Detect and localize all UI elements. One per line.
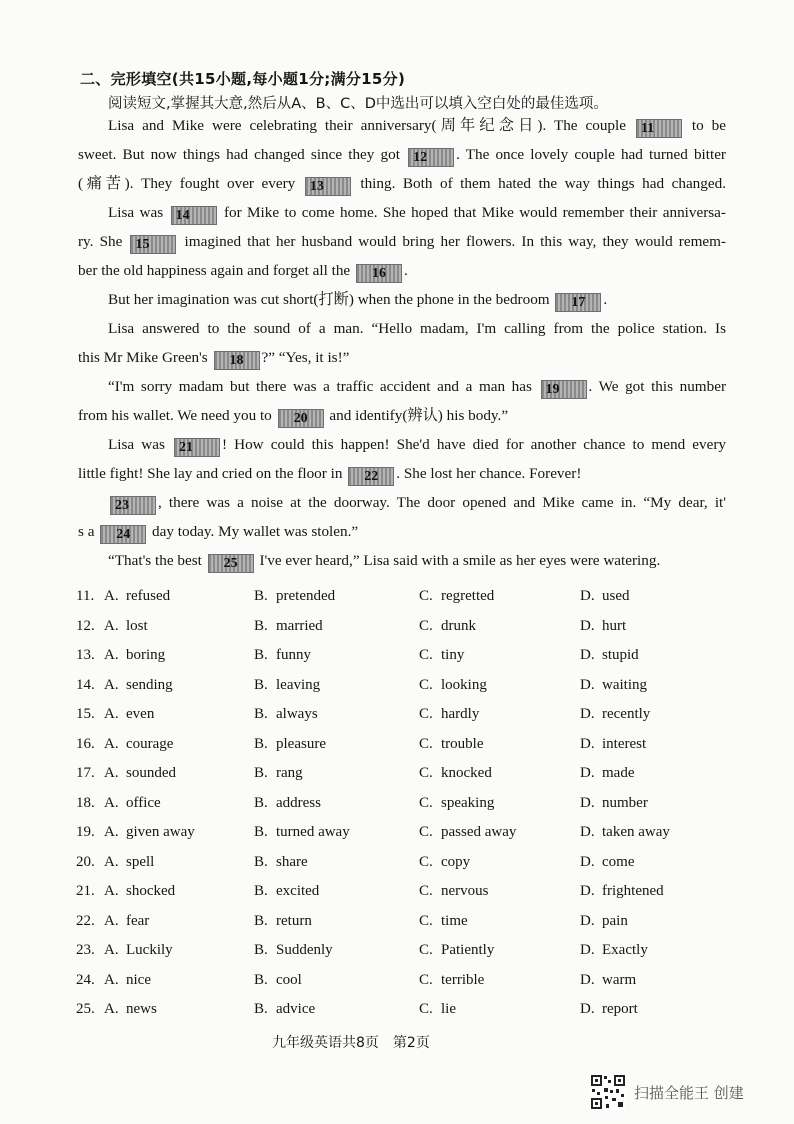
option-text: cool [276, 971, 302, 988]
option-b[interactable] [254, 647, 311, 664]
option-text: trouble [441, 735, 484, 752]
question-options-row [76, 913, 716, 943]
passage-line [108, 116, 726, 138]
passage-text: sweet. But now things had changed since they got [78, 146, 407, 163]
blank-19: 19 [541, 380, 587, 399]
option-text: regretted [441, 588, 495, 604]
option-letter: A. [104, 971, 119, 988]
answer-options [76, 588, 716, 1031]
option-b[interactable] [254, 1001, 315, 1018]
blank-14: 14 [171, 206, 217, 225]
option-letter: C. [419, 647, 433, 663]
blank-17: 17 [555, 293, 601, 312]
blank-18: 18 [214, 351, 260, 370]
option-c[interactable] [419, 1001, 456, 1018]
option-letter: B. [254, 824, 268, 840]
question-options-row [76, 706, 716, 736]
option-letter: C. [419, 765, 433, 781]
blank-21: 21 [174, 438, 220, 457]
option-a[interactable] [104, 736, 173, 753]
option-a[interactable] [104, 588, 170, 605]
option-a[interactable] [104, 618, 148, 635]
option-letter: A. [104, 588, 119, 604]
option-letter: A. [104, 794, 119, 811]
passage-line [78, 174, 726, 196]
option-text: lie [441, 1001, 456, 1017]
passage-line [78, 348, 726, 370]
option-d[interactable] [580, 883, 664, 900]
passage-text: , there was a noise at the doorway. The door opened and Mike came in. “My dear, it' [158, 494, 726, 511]
question-options-row [76, 736, 716, 766]
qr-code-icon [590, 1074, 626, 1110]
option-letter: C. [419, 912, 433, 929]
option-letter: B. [254, 794, 268, 811]
option-text: boring [126, 647, 166, 663]
option-text: funny [276, 647, 311, 663]
option-letter: B. [254, 883, 268, 899]
option-letter: C. [419, 853, 433, 870]
option-letter: C. [419, 824, 433, 840]
passage-text: “That's the best [108, 552, 206, 569]
option-b[interactable] [254, 588, 335, 605]
option-text: return [276, 912, 312, 929]
blank-11: 11 [636, 119, 682, 138]
option-text: waiting [602, 676, 647, 693]
option-letter: D. [580, 676, 595, 693]
passage-text: little fight! She lay and cried on the floor in [78, 465, 347, 482]
passage-line [78, 406, 726, 428]
passage-text: Lisa was [108, 204, 169, 221]
option-text: made [602, 765, 635, 781]
option-text: Patiently [441, 942, 495, 958]
option-text: leaving [276, 676, 321, 693]
option-a[interactable] [104, 765, 176, 782]
option-d[interactable] [580, 736, 646, 753]
option-c[interactable] [419, 972, 484, 989]
passage-line [108, 551, 726, 573]
question-number: 12. [76, 617, 95, 634]
option-letter: C. [419, 942, 433, 958]
question-number: 22. [76, 912, 95, 929]
passage-line [78, 522, 726, 544]
option-text: taken away [602, 824, 670, 840]
option-letter: C. [419, 676, 433, 693]
option-letter: C. [419, 588, 433, 604]
option-a[interactable] [104, 913, 149, 930]
option-text: refused [126, 588, 171, 604]
option-d[interactable] [580, 706, 650, 723]
passage-text: Lisa and Mike were celebrating their anniversary(周年纪念日). The couple [108, 117, 634, 134]
option-text: report [602, 1001, 638, 1017]
option-letter: C. [419, 1001, 433, 1017]
option-text: knocked [441, 765, 492, 781]
option-letter: D. [580, 617, 595, 634]
option-a[interactable] [104, 854, 154, 871]
option-c[interactable] [419, 942, 494, 959]
option-letter: A. [104, 1001, 119, 1017]
option-text: terrible [441, 971, 485, 988]
option-letter: B. [254, 1001, 268, 1017]
option-letter: B. [254, 853, 268, 870]
option-letter: C. [419, 883, 433, 899]
question-number: 17. [76, 765, 95, 781]
option-letter: A. [104, 883, 119, 899]
option-letter: A. [104, 912, 119, 929]
option-d[interactable] [580, 795, 648, 812]
option-text: Exactly [602, 942, 648, 958]
passage-text: ! How could this happen! She'd have died for another chance to mend every [221, 436, 726, 453]
question-options-row [76, 883, 716, 913]
passage-line [78, 464, 726, 486]
option-letter: B. [254, 706, 268, 722]
passage-text: day today. My wallet was stolen.” [148, 523, 359, 540]
option-b[interactable] [254, 706, 318, 723]
option-letter: C. [419, 794, 433, 811]
page-footer: 九年级英语共8页 第2页 [272, 1035, 430, 1051]
option-c[interactable] [419, 854, 470, 871]
blank-25: 25 [208, 554, 254, 573]
passage-text: to be [683, 117, 726, 134]
option-a[interactable] [104, 883, 175, 900]
option-letter: B. [254, 617, 268, 634]
option-letter: A. [104, 942, 119, 958]
option-text: excited [276, 883, 320, 899]
option-letter: A. [104, 735, 119, 752]
option-b[interactable] [254, 618, 323, 635]
option-text: passed away [441, 824, 517, 840]
question-options-row [76, 618, 716, 648]
option-text: nervous [441, 883, 489, 899]
passage-text: “I'm sorry madam but there was a traffic accident and a man has [108, 378, 539, 395]
option-text: office [126, 794, 161, 811]
passage-text: I've ever heard,” Lisa said with a smile as her eyes were watering. [255, 552, 661, 569]
passage-text: (痛苦). They fought over every [78, 175, 303, 192]
option-text: hurt [602, 617, 627, 634]
blank-13: 13 [305, 177, 351, 196]
option-letter: A. [104, 765, 119, 781]
option-b[interactable] [254, 972, 302, 989]
option-letter: D. [580, 647, 595, 663]
question-number: 14. [76, 676, 95, 693]
option-b[interactable] [254, 677, 320, 694]
passage-text: . [603, 291, 608, 308]
question-number: 25. [76, 1001, 95, 1017]
passage-text: thing. Both of them hated the way things had changed. [352, 175, 727, 192]
question-number: 20. [76, 853, 95, 870]
option-d[interactable] [580, 824, 670, 841]
option-letter: A. [104, 706, 119, 722]
passage-line [108, 435, 726, 457]
option-d[interactable] [580, 588, 630, 605]
option-text: share [276, 853, 308, 870]
option-text: Suddenly [276, 942, 333, 958]
option-d[interactable] [580, 972, 636, 989]
option-c[interactable] [419, 677, 487, 694]
instruction-text: 阅读短文,掌握其大意,然后从A、B、C、D中选出可以填入空白处的最佳选项。 [108, 96, 608, 112]
passage-text: ry. She [78, 233, 129, 250]
blank-23: 23 [110, 496, 156, 515]
option-text: used [602, 588, 630, 604]
section-title: 二、完形填空(共15小题,每小题1分;满分15分) [80, 70, 406, 88]
option-c[interactable] [419, 824, 516, 841]
question-number: 11. [76, 588, 95, 604]
option-text: always [276, 706, 318, 722]
option-letter: B. [254, 942, 268, 958]
option-a[interactable] [104, 647, 165, 664]
option-b[interactable] [254, 854, 308, 871]
option-text: warm [602, 971, 637, 988]
passage-line [108, 377, 726, 399]
option-text: news [126, 1001, 157, 1017]
passage-text: from his wallet. We need you to [78, 407, 276, 424]
option-b[interactable] [254, 736, 326, 753]
question-options-row [76, 588, 716, 618]
option-letter: C. [419, 735, 433, 752]
option-text: sounded [126, 765, 176, 781]
option-b[interactable] [254, 795, 321, 812]
option-text: hardly [441, 706, 480, 722]
option-letter: A. [104, 676, 119, 693]
question-number: 18. [76, 794, 95, 811]
option-letter: D. [580, 824, 595, 840]
option-letter: D. [580, 588, 595, 604]
passage-text: ?” “Yes, it is!” [261, 349, 350, 366]
option-b[interactable] [254, 913, 312, 930]
passage-text: ber the old happiness again and forget all the [78, 262, 354, 279]
passage-text: . [403, 262, 408, 279]
option-letter: D. [580, 706, 595, 722]
option-letter: B. [254, 647, 268, 663]
passage-line [108, 319, 726, 339]
option-text: courage [126, 735, 174, 752]
passage-text: . We got this number [588, 378, 726, 395]
option-letter: B. [254, 676, 268, 693]
option-letter: D. [580, 794, 595, 811]
option-d[interactable] [580, 1001, 638, 1018]
passage-line [78, 261, 726, 283]
option-d[interactable] [580, 854, 634, 871]
option-letter: A. [104, 647, 119, 663]
option-d[interactable] [580, 765, 634, 782]
passage-text: for Mike to come home. She hoped that Mike would remember their anniversa- [218, 204, 726, 221]
option-letter: D. [580, 735, 595, 752]
option-a[interactable] [104, 972, 151, 989]
blank-22: 22 [348, 467, 394, 486]
passage-line [108, 290, 726, 312]
option-text: sending [126, 676, 173, 693]
watermark-text: 扫描全能王 创建 [634, 1083, 744, 1102]
option-text: spell [126, 853, 155, 870]
option-d[interactable] [580, 618, 626, 635]
passage-text: and identify(辨认) his body.” [325, 407, 509, 424]
option-a[interactable] [104, 795, 161, 812]
passage-text: Lisa was [108, 436, 172, 453]
option-d[interactable] [580, 913, 628, 930]
option-letter: A. [104, 617, 119, 634]
option-text: married [276, 617, 323, 634]
option-d[interactable] [580, 677, 647, 694]
question-number: 19. [76, 824, 95, 840]
option-text: advice [276, 1001, 316, 1017]
option-c[interactable] [419, 618, 476, 635]
question-number: 24. [76, 971, 95, 988]
option-letter: B. [254, 765, 268, 781]
option-d[interactable] [580, 942, 648, 959]
option-text: recently [602, 706, 651, 722]
option-text: pretended [276, 588, 336, 604]
option-text: looking [441, 676, 487, 693]
option-text: speaking [441, 794, 495, 811]
blank-20: 20 [278, 409, 324, 428]
option-letter: D. [580, 765, 595, 781]
option-letter: D. [580, 883, 595, 899]
option-b[interactable] [254, 765, 303, 782]
question-options-row [76, 765, 716, 795]
question-number: 21. [76, 883, 95, 899]
passage-text: . She lost her chance. Forever! [396, 465, 582, 482]
option-letter: C. [419, 617, 433, 634]
blank-24: 24 [100, 525, 146, 544]
option-a[interactable] [104, 706, 154, 723]
option-letter: D. [580, 942, 595, 958]
option-text: copy [441, 853, 471, 870]
option-text: rang [276, 765, 303, 781]
option-c[interactable] [419, 795, 494, 812]
option-b[interactable] [254, 942, 333, 959]
passage-line [108, 493, 726, 515]
question-number: 13. [76, 647, 95, 663]
option-c[interactable] [419, 588, 494, 605]
option-c[interactable] [419, 647, 464, 664]
passage-text: . The once lovely couple had turned bitter [456, 146, 726, 163]
option-d[interactable] [580, 647, 639, 664]
option-text: pleasure [276, 735, 326, 752]
question-options-row [76, 677, 716, 707]
option-text: drunk [441, 617, 476, 634]
option-a[interactable] [104, 677, 173, 694]
option-text: even [126, 706, 155, 722]
option-letter: D. [580, 971, 595, 988]
passage-text: Lisa answered to the sound of a man. “Hello madam, I'm calling from the police station. Is [108, 320, 726, 337]
option-c[interactable] [419, 765, 492, 782]
option-letter: B. [254, 735, 268, 752]
passage-line [78, 145, 726, 167]
question-options-row [76, 795, 716, 825]
option-c[interactable] [419, 883, 489, 900]
passage-text: But her imagination was cut short(打断) when the phone in the bedroom [108, 291, 554, 308]
option-letter: B. [254, 912, 268, 929]
passage-line [78, 232, 726, 254]
option-text: come [602, 853, 635, 870]
passage-text: s a [78, 523, 99, 540]
option-c[interactable] [419, 736, 484, 753]
option-text: nice [126, 971, 151, 988]
option-text: given away [126, 824, 195, 840]
option-a[interactable] [104, 942, 173, 959]
blank-12: 12 [408, 148, 454, 167]
option-a[interactable] [104, 1001, 157, 1018]
option-letter: D. [580, 1001, 595, 1017]
option-text: interest [602, 735, 647, 752]
option-text: frightened [602, 883, 664, 899]
passage-text: this Mr Mike Green's [78, 349, 212, 366]
option-letter: B. [254, 971, 268, 988]
scanner-watermark [590, 1074, 744, 1110]
option-b[interactable] [254, 883, 319, 900]
question-options-row [76, 942, 716, 972]
blank-16: 16 [356, 264, 402, 283]
option-letter: D. [580, 853, 595, 870]
question-number: 15. [76, 706, 95, 722]
question-options-row [76, 854, 716, 884]
option-text: Luckily [126, 942, 173, 958]
option-text: tiny [441, 647, 465, 663]
option-c[interactable] [419, 706, 479, 723]
option-text: shocked [126, 883, 176, 899]
option-letter: B. [254, 588, 268, 604]
option-text: pain [602, 912, 628, 929]
option-text: lost [126, 617, 148, 634]
option-b[interactable] [254, 824, 350, 841]
question-number: 23. [76, 942, 95, 958]
option-letter: C. [419, 971, 433, 988]
option-text: address [276, 794, 321, 811]
option-a[interactable] [104, 824, 195, 841]
question-options-row [76, 647, 716, 677]
question-options-row [76, 972, 716, 1002]
option-letter: A. [104, 824, 119, 840]
option-text: time [441, 912, 468, 929]
option-letter: A. [104, 853, 119, 870]
option-c[interactable] [419, 913, 468, 930]
question-number: 16. [76, 735, 95, 752]
blank-15: 15 [130, 235, 176, 254]
passage-text: imagined that her husband would bring her flowers. In this way, they would remem- [178, 233, 726, 250]
option-letter: C. [419, 706, 433, 722]
passage-line [108, 203, 726, 225]
question-options-row [76, 824, 716, 854]
option-letter: D. [580, 912, 595, 929]
option-text: fear [126, 912, 150, 929]
option-text: number [602, 794, 648, 811]
option-text: stupid [602, 647, 639, 663]
option-text: turned away [276, 824, 350, 840]
question-options-row [76, 1001, 716, 1031]
